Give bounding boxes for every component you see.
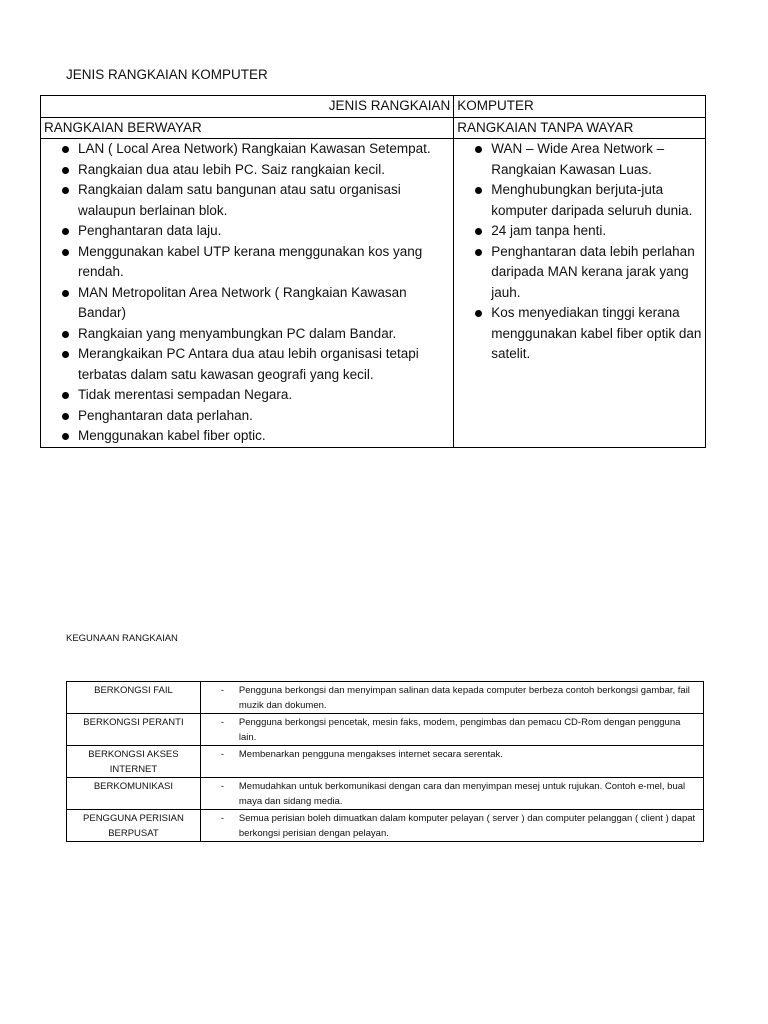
wireless-bullet-list [457, 139, 702, 365]
list-item: MAN Metropolitan Area Network ( Rangkaian Kawasan Bandar) [44, 283, 447, 324]
page-title: JENIS RANGKAIAN KOMPUTER [66, 67, 268, 82]
dash-marker: - [220, 685, 225, 696]
list-item: Penghantaran data perlahan. [44, 406, 447, 427]
use-name-cell: BERKOMUNIKASI [67, 778, 201, 810]
use-name-cell: BERKONGSI AKSES INTERNET [67, 746, 201, 778]
table-header-row [41, 96, 706, 118]
list-item: Penghantaran data lebih perlahan daripada MAN kerana jarak yang jauh. [457, 242, 702, 304]
wireless-content-cell [454, 139, 706, 448]
use-description-cell [200, 810, 703, 842]
network-types-table [40, 95, 706, 448]
table-row [67, 778, 704, 810]
use-name-cell: BERKONGSI FAIL [67, 682, 201, 714]
network-uses-table [66, 681, 704, 842]
list-item: Penghantaran data laju. [44, 221, 447, 242]
list-item: Rangkaian yang menyambungkan PC dalam Bandar. [44, 324, 447, 345]
wireless-column-title: RANGKAIAN TANPA WAYAR [454, 117, 706, 139]
list-item: Kos menyediakan tinggi kerana menggunakan kabel fiber optik dan satelit. [457, 303, 702, 365]
list-item: LAN ( Local Area Network) Rangkaian Kawasan Setempat. [44, 139, 447, 160]
table-row [67, 810, 704, 842]
dash-marker: - [220, 813, 225, 824]
list-item: Menggunakan kabel fiber optic. [44, 426, 447, 447]
use-description: Semua perisian boleh dimuatkan dalam komputer pelayan ( server ) dan computer pelanggan ( client ) dapat berkongsi perisian dengan pelayan. [238, 813, 696, 839]
list-item: Menghubungkan berjuta-juta komputer daripada seluruh dunia. [457, 180, 702, 221]
list-item: Rangkaian dalam satu bangunan atau satu organisasi walaupun berlainan blok. [44, 180, 447, 221]
use-description: Membenarkan pengguna mengakses internet secara serentak. [238, 749, 503, 760]
use-name-cell: BERKONGSI PERANTI [67, 714, 201, 746]
dash-marker: - [220, 717, 225, 728]
list-item: 24 jam tanpa henti. [457, 221, 702, 242]
table-row [67, 746, 704, 778]
wired-content-cell [41, 139, 454, 448]
wired-bullet-list [44, 139, 447, 447]
header-cell-left: JENIS RANGKAIAN [41, 96, 454, 118]
use-description: Pengguna berkongsi pencetak, mesin faks, modem, pengimbas dan pemacu CD-Rom dengan pengguna lain. [238, 717, 681, 743]
table-row [67, 682, 704, 714]
dash-marker: - [220, 749, 225, 760]
list-item: WAN – Wide Area Network – Rangkaian Kawasan Luas. [457, 139, 702, 180]
use-description-cell [200, 682, 703, 714]
column-title-row [41, 117, 706, 139]
list-item: Rangkaian dua atau lebih PC. Saiz rangkaian kecil. [44, 160, 447, 181]
dash-marker: - [220, 781, 225, 792]
use-description-cell [200, 778, 703, 810]
section-title: KEGUNAAN RANGKAIAN [66, 633, 178, 644]
list-item: Tidak merentasi sempadan Negara. [44, 385, 447, 406]
list-item: Menggunakan kabel UTP kerana menggunakan kos yang rendah. [44, 242, 447, 283]
content-row [41, 139, 706, 448]
table-row [67, 714, 704, 746]
header-cell-right: KOMPUTER [454, 96, 706, 118]
list-item: Merangkaikan PC Antara dua atau lebih organisasi tetapi terbatas dalam satu kawasan geografi yang kecil. [44, 344, 447, 385]
use-description-cell [200, 714, 703, 746]
wired-column-title: RANGKAIAN BERWAYAR [41, 117, 454, 139]
use-name-cell: PENGGUNA PERISIAN BERPUSAT [67, 810, 201, 842]
use-description: Pengguna berkongsi dan menyimpan salinan data kepada computer berbeza contoh berkongsi gambar, fail muzik dan dokumen. [238, 685, 690, 711]
use-description: Memudahkan untuk berkomunikasi dengan cara dan menyimpan mesej untuk rujukan. Contoh e-mel, bual maya dan sidang media. [238, 781, 686, 807]
use-description-cell [200, 746, 703, 778]
